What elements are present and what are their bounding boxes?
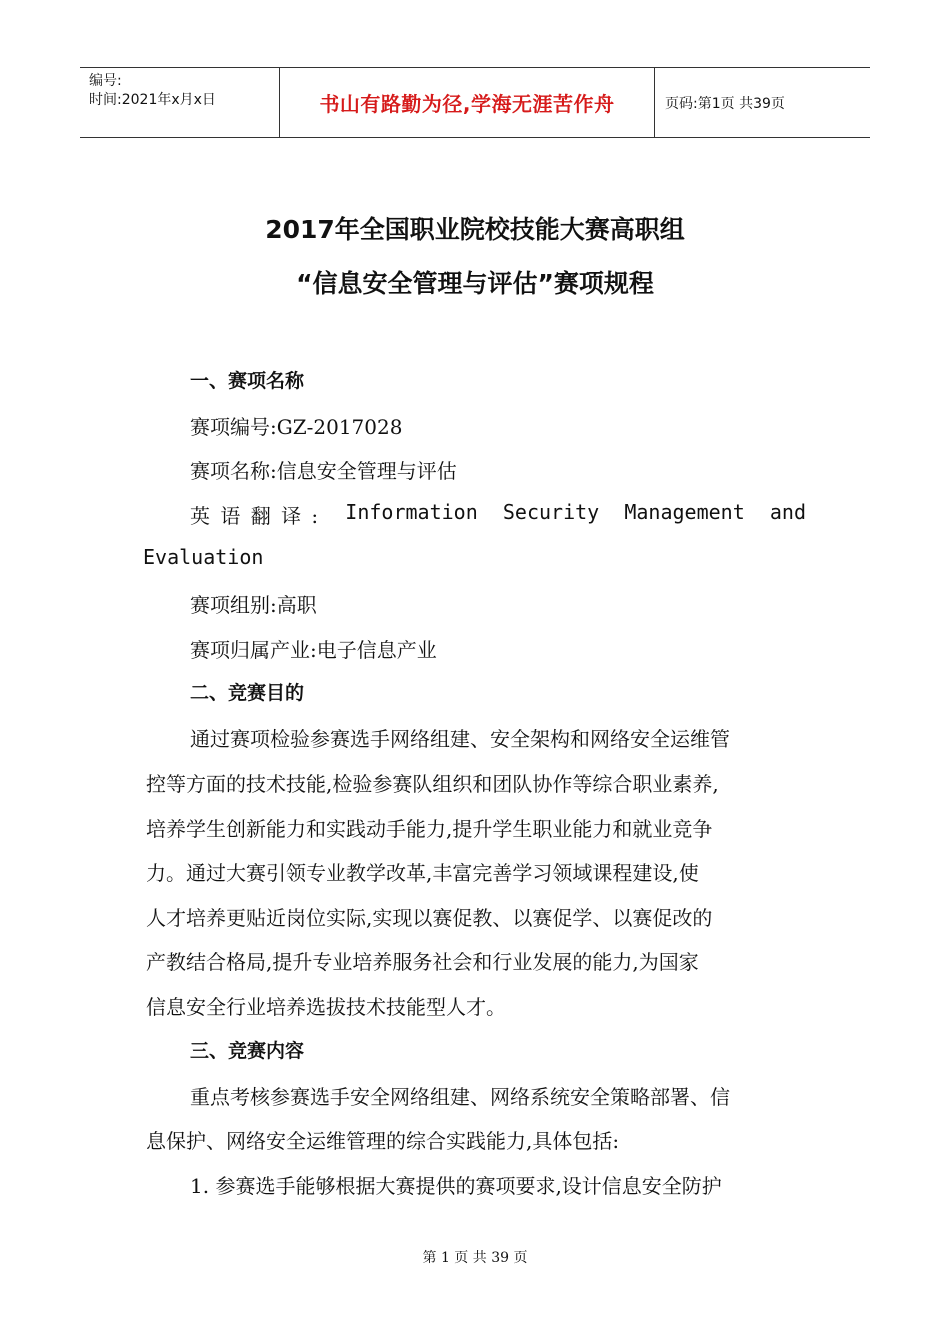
english-word: Security xyxy=(502,500,600,524)
english-word: and xyxy=(769,500,806,524)
doc-title-line1: 2017年全国职业院校技能大赛高职组 xyxy=(265,215,685,244)
header-table xyxy=(80,67,870,138)
event-name: 赛项名称:信息安全管理与评估 xyxy=(190,459,457,483)
event-group: 赛项组别:高职 xyxy=(190,593,317,617)
time-label: 时间:2021年x月x日 xyxy=(89,92,216,108)
header-page-info: 页码:第1页 共39页 xyxy=(665,95,785,112)
page-footer: 第 1 页 共 39 页 xyxy=(422,1250,528,1266)
list-item: 1. 参赛选手能够根据大赛提供的赛项要求,设计信息安全防护 xyxy=(190,1174,722,1198)
paragraph-line: 培养学生创新能力和实践动手能力,提升学生职业能力和就业竞争 xyxy=(146,817,713,841)
section3-heading: 三、竞赛内容 xyxy=(190,1040,305,1062)
paragraph-line: 产教结合格局,提升专业培养服务社会和行业发展的能力,为国家 xyxy=(146,950,699,974)
event-code: 赛项编号:GZ-2017028 xyxy=(190,415,403,439)
header-slogan: 书山有路勤为径,学海无涯苦作舟 xyxy=(280,68,655,137)
paragraph-line: 信息安全行业培养选拔技术技能型人才。 xyxy=(146,995,506,1019)
paragraph-line: 重点考核参赛选手安全网络组建、网络系统安全策略部署、信 xyxy=(190,1085,730,1109)
paragraph-line: 控等方面的技术技能,检验参赛队组织和团队协作等综合职业素养, xyxy=(146,772,719,796)
paragraph-line: 息保护、网络安全运维管理的综合实践能力,具体包括: xyxy=(146,1129,620,1153)
event-industry: 赛项归属产业:电子信息产业 xyxy=(190,638,437,662)
doc-title-line2: “信息安全管理与评估”赛项规程 xyxy=(296,269,654,298)
paragraph-line: 力。通过大赛引领专业教学改革,丰富完善学习领域课程建设,使 xyxy=(146,861,699,885)
english-word: Management xyxy=(624,500,745,524)
section1-heading: 一、赛项名称 xyxy=(190,370,305,392)
english-label: 英 语 翻 译 : xyxy=(190,504,321,528)
paragraph-line: 人才培养更贴近岗位实际,实现以赛促教、以赛促学、以赛促改的 xyxy=(146,906,713,930)
english-translation-row xyxy=(190,500,806,529)
paragraph-line: 通过赛项检验参赛选手网络组建、安全架构和网络安全运维管 xyxy=(190,727,730,751)
number-label: 编号: xyxy=(89,73,122,89)
english-word: Information xyxy=(345,500,478,524)
header-meta xyxy=(80,68,280,137)
section2-heading: 二、竞赛目的 xyxy=(190,682,305,704)
english-continuation: Evaluation xyxy=(143,545,264,569)
